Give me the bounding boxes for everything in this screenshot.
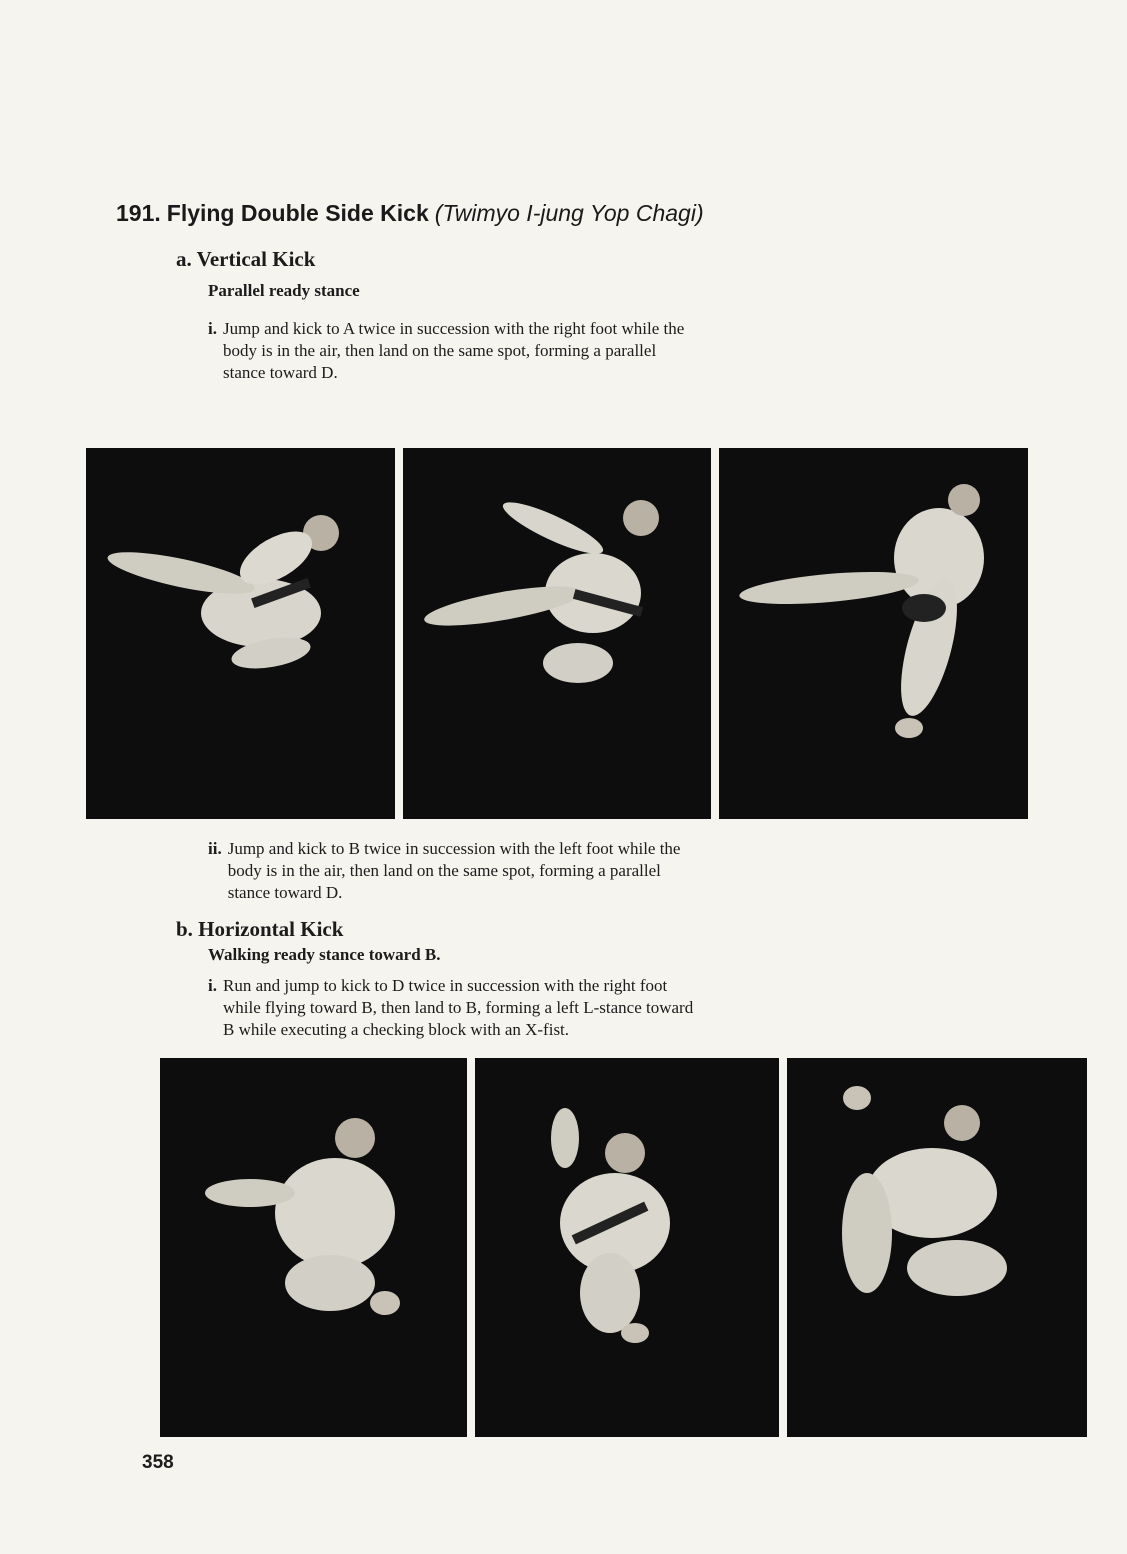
title-number: 191.: [116, 200, 161, 226]
section-a-step-i: [208, 318, 968, 384]
section-b-stance: Walking ready stance toward B.: [208, 945, 441, 964]
step-text: Run and jump to kick to D twice in succession with the right foot while flying toward B, then land to B, forming a left L-stance toward B while executing a checking block with an X-fist.: [222, 976, 694, 1039]
photo-horizontal-kick-1: [160, 1058, 467, 1437]
step-marker: i.: [208, 319, 217, 338]
martial-artist-figure: [403, 448, 711, 819]
photo-horizontal-kick-2: [475, 1058, 779, 1437]
photo-vertical-kick-2: [403, 448, 711, 819]
martial-artist-figure: [160, 1058, 467, 1437]
page-title: [116, 200, 704, 227]
section-a-heading: a. Vertical Kick: [176, 247, 316, 271]
page-number: 358: [142, 1452, 174, 1473]
photo-vertical-kick-1: [86, 448, 395, 819]
title-korean: (Twimyo I-jung Yop Chagi): [434, 200, 704, 226]
photo-row-horizontal-kick: [160, 1058, 1087, 1437]
martial-artist-figure: [719, 448, 1028, 819]
title-name: Flying Double Side Kick: [166, 200, 429, 226]
martial-artist-figure: [787, 1058, 1087, 1437]
step-marker: i.: [208, 976, 217, 995]
section-b-step-i: [208, 975, 988, 1041]
step-text: Jump and kick to A twice in succession with the right foot while the body is in the air, then land on the same spot, forming a parallel stance toward D.: [222, 319, 685, 382]
photo-row-vertical-kick: [86, 448, 1028, 819]
step-marker: ii.: [208, 839, 222, 858]
step-text: Jump and kick to B twice in succession with the left foot while the body is in the air, then land on the same spot, forming a parallel stance toward D.: [227, 839, 681, 902]
martial-artist-figure: [86, 448, 395, 819]
photo-vertical-kick-3: [719, 448, 1028, 819]
photo-horizontal-kick-3: [787, 1058, 1087, 1437]
section-a-step-ii: [208, 838, 968, 904]
section-a-stance: Parallel ready stance: [208, 281, 360, 300]
martial-artist-figure: [475, 1058, 779, 1437]
section-b-heading: b. Horizontal Kick: [176, 917, 344, 941]
